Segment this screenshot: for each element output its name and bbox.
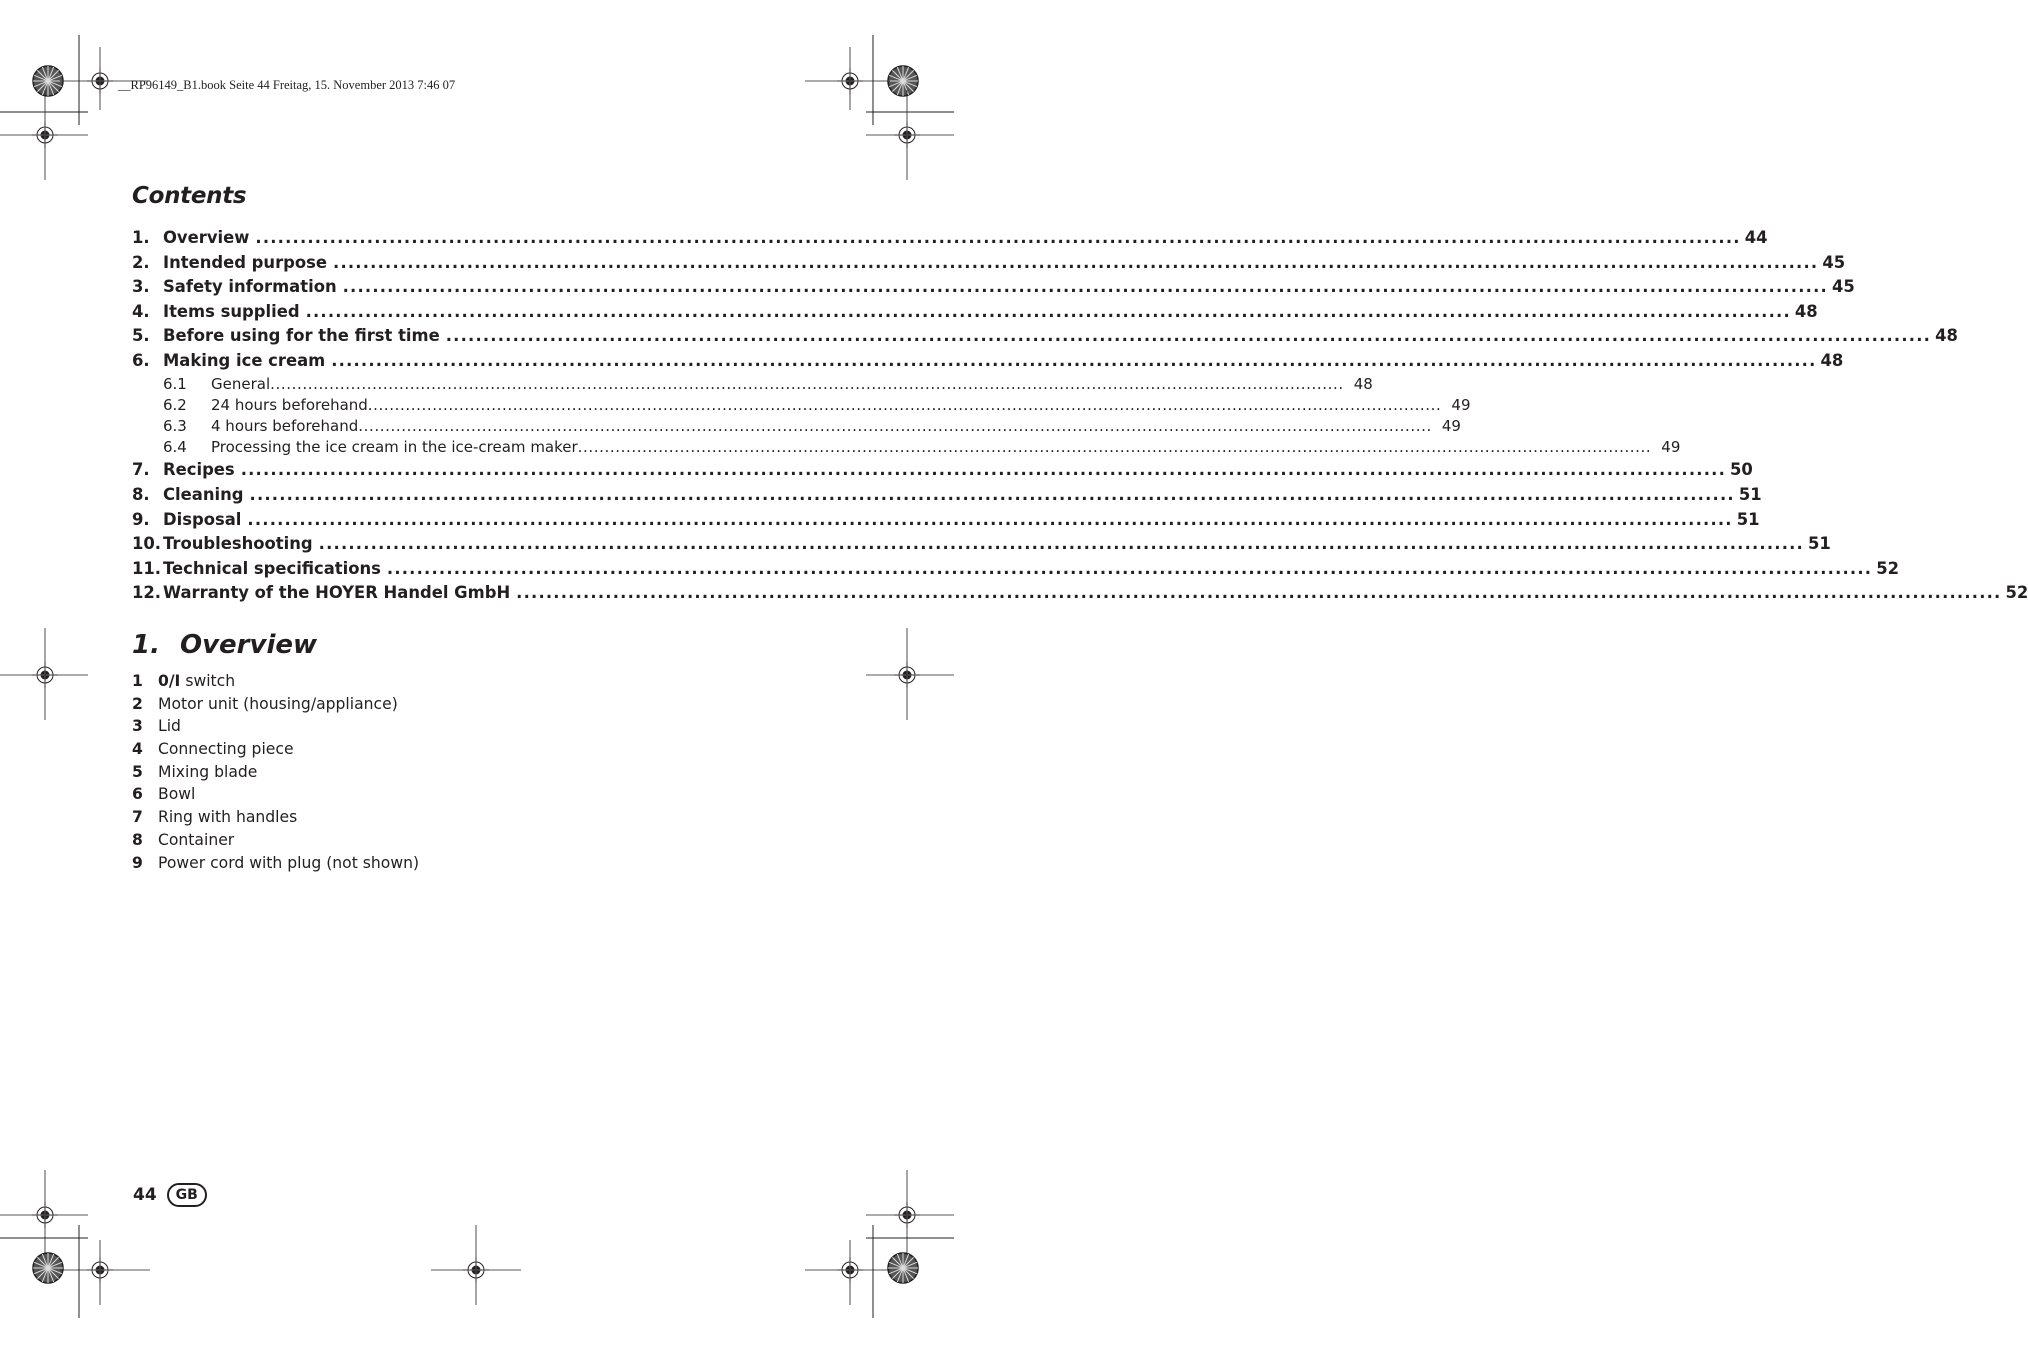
toc-entry[interactable]: 6. Making ice cream ........................................................................................................................................................................................................ 48 [132, 349, 789, 374]
list-item: 4 Connecting piece [132, 740, 294, 759]
dot-leader: ........................................................................................................................................................................................................ [305, 301, 1791, 321]
toc-entry[interactable]: 8. Cleaning ........................................................................................................................................................................................................ 51 [132, 483, 789, 508]
dot-leader: ........................................................................................................................................................................................................ [331, 350, 1817, 370]
list-item: 6 Bowl [132, 785, 196, 804]
toc-entry[interactable]: 3. Safety information ........................................................................................................................................................................................................ 45 [132, 275, 789, 300]
toc-subentry[interactable]: 6.1 General ........................................................................................................................................................................................................ 48 [132, 374, 789, 395]
dot-leader: ........................................................................................................................................................................................................ [577, 438, 1652, 457]
dot-leader: ........................................................................................................................................................................................................ [255, 228, 1741, 247]
dot-leader: ........................................................................................................................................................................................................ [270, 374, 1344, 393]
dot-leader: ........................................................................................................................................................................................................ [367, 395, 1442, 414]
dot-leader: ........................................................................................................................................................................................................ [247, 509, 1733, 529]
dot-leader: ........................................................................................................................................................................................................ [318, 534, 1804, 554]
list-item: 8 Container [132, 830, 235, 849]
toc-entry[interactable]: 11. Technical specifications ........................................................................................................................................................................................................ 52 [132, 557, 789, 582]
dot-leader: ........................................................................................................................................................................................................ [358, 416, 1432, 435]
dot-leader: ........................................................................................................................................................................................................ [342, 277, 1828, 297]
section-number: 1. [132, 630, 160, 660]
overview-heading [132, 630, 317, 660]
dot-leader: ........................................................................................................................................................................................................ [333, 252, 1819, 272]
dot-leader: ........................................................................................................................................................................................................ [240, 460, 1726, 480]
parts-list [132, 670, 419, 874]
dot-leader: ........................................................................................................................................................................................................ [249, 484, 1735, 504]
list-item: 3 Lid [132, 717, 181, 736]
print-file-note: __RP96149_B1.book Seite 44 Freitag, 15. November 2013 7:46 07 [118, 78, 456, 92]
toc-subentry[interactable]: 6.4 Processing the ice cream in the ice-cream maker ........................................................................................................................................................................................................ 49 [132, 437, 789, 458]
contents-heading: Contents [132, 183, 247, 209]
toc-entry[interactable]: 10. Troubleshooting ........................................................................................................................................................................................................ 51 [132, 532, 789, 557]
toc-entry[interactable]: 7. Recipes ........................................................................................................................................................................................................ 50 [132, 458, 789, 483]
list-item: 2 Motor unit (housing/appliance) [132, 694, 398, 713]
table-of-contents [132, 226, 2028, 606]
list-item: 5 Mixing blade [132, 762, 258, 781]
switch-label: 0/I [158, 672, 181, 690]
list-item: 7 Ring with handles [132, 808, 298, 827]
toc-entry[interactable]: 5. Before using for the first time ........................................................................................................................................................................................................ 48 [132, 324, 789, 349]
toc-entry[interactable]: 2. Intended purpose ........................................................................................................................................................................................................ 45 [132, 251, 789, 276]
list-item: 1 0/I switch [132, 672, 236, 690]
toc-entry[interactable]: 4. Items supplied ........................................................................................................................................................................................................ 48 [132, 300, 789, 325]
toc-entry[interactable]: 12. Warranty of the HOYER Handel GmbH ........................................................................................................................................................................................................ 52 [132, 581, 789, 606]
toc-entry[interactable]: 1. Overview ........................................................................................................................................................................................................ 44 [132, 226, 789, 251]
page-footer [133, 1183, 207, 1207]
list-item: 9 Power cord with plug (not shown) [132, 853, 420, 872]
toc-entry[interactable]: 9. Disposal ........................................................................................................................................................................................................ 51 [132, 508, 789, 533]
dot-leader: ........................................................................................................................................................................................................ [516, 583, 2002, 603]
page-number: 44 [133, 1185, 157, 1205]
language-badge: GB [167, 1183, 207, 1207]
dot-leader: ........................................................................................................................................................................................................ [445, 326, 1932, 346]
section-title: Overview [180, 630, 318, 660]
toc-subentry[interactable]: 6.2 24 hours beforehand ........................................................................................................................................................................................................ 49 [132, 395, 789, 416]
toc-subentry[interactable]: 6.3 4 hours beforehand ........................................................................................................................................................................................................ 49 [132, 416, 789, 437]
dot-leader: ........................................................................................................................................................................................................ [386, 558, 1873, 578]
